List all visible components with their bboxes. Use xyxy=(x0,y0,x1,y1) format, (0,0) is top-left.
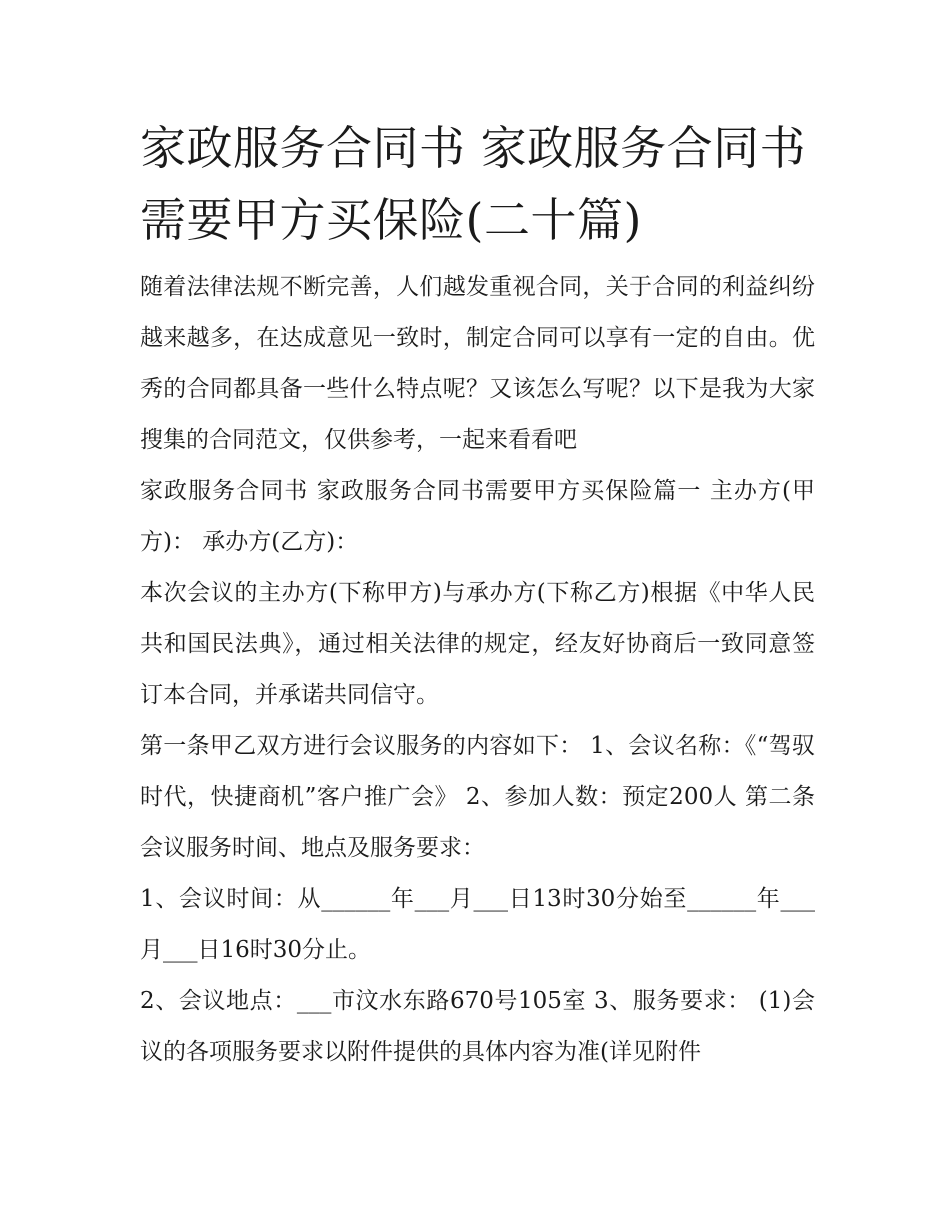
meeting-location-paragraph: 2、会议地点：___市汶水东路670号105室 3、服务要求： (1)会议的各项服务要求以附件提供的具体内容为准(详见附件 xyxy=(140,988,815,1065)
document-title: 家政服务合同书 家政服务合同书需要甲方买保险(二十篇) xyxy=(140,121,807,247)
intro-paragraph: 随着法律法规不断完善，人们越发重视合同，关于合同的利益纠纷越来越多，在达成意见一致时，制定合同可以享有一定的自由。优秀的合同都具备一些什么特点呢？又该怎么写呢？以下是我为大家搜集的合同范文，仅供参考，一起来看看吧 xyxy=(140,274,815,453)
document-page xyxy=(140,112,815,1078)
contract-heading-paragraph: 家政服务合同书 家政服务合同书需要甲方买保险篇一 主办方(甲方)： 承办方(乙方)： xyxy=(140,478,815,555)
article-one-paragraph: 第一条甲乙双方进行会议服务的内容如下： 1、会议名称：《“驾驭时代，快捷商机”客户推广会》 2、参加人数：预定200人 第二条会议服务时间、地点及服务要求： xyxy=(140,733,815,861)
preamble-paragraph: 本次会议的主办方(下称甲方)与承办方(下称乙方)根据《中华人民共和国民法典》，通过相关法律的规定，经友好协商后一致同意签订本合同，并承诺共同信守。 xyxy=(140,580,815,708)
meeting-time-paragraph: 1、会议时间：从______年___月___日13时30分始至______年___月___日16时30分止。 xyxy=(140,886,815,963)
